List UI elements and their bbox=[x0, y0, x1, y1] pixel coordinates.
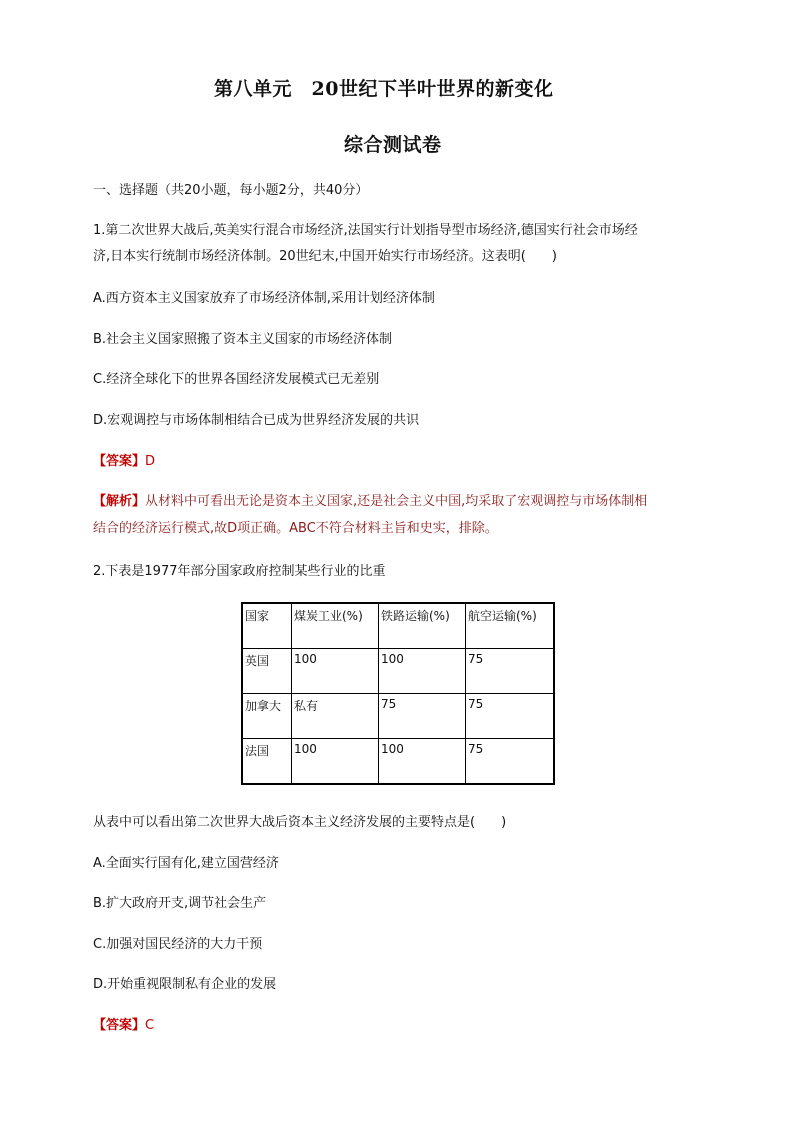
analysis-label: 【解析】 bbox=[93, 494, 146, 509]
table-cell: 100 bbox=[292, 739, 379, 785]
q1-stem-line2: 济,日本实行统制市场经济体制。20世纪末,中国开始实行市场经济。这表明( ) bbox=[93, 249, 557, 264]
table-row bbox=[242, 694, 554, 739]
table-row bbox=[242, 649, 554, 694]
table-cell: 75 bbox=[466, 694, 555, 739]
q1-analysis-line1 bbox=[93, 492, 647, 512]
q1-answer bbox=[93, 452, 155, 472]
table-header-row bbox=[242, 603, 554, 649]
table-cell: 75 bbox=[466, 649, 555, 694]
table-cell: 75 bbox=[466, 739, 555, 785]
table-cell: 100 bbox=[379, 649, 466, 694]
q2-question: 从表中可以看出第二次世界大战后资本主义经济发展的主要特点是( ) bbox=[93, 815, 507, 830]
table-header-cell: 铁路运输(%) bbox=[379, 603, 466, 649]
answer-label: 【答案】 bbox=[93, 1018, 146, 1033]
q1-analysis-line2: 结合的经济运行模式,故D项正确。ABC不符合材料主旨和史实，排除。 bbox=[93, 521, 498, 536]
table-cell: 私有 bbox=[292, 694, 379, 739]
q1-option-a: A.西方资本主义国家放弃了市场经济体制,采用计划经济体制 bbox=[93, 291, 435, 306]
table-cell: 100 bbox=[292, 649, 379, 694]
doc-subtitle: 综合测试卷 bbox=[344, 134, 442, 156]
section-heading: 一、选择题（共20小题，每小题2分，共40分） bbox=[93, 183, 369, 198]
table-header-cell: 煤炭工业(%) bbox=[292, 603, 379, 649]
q1-option-b: B.社会主义国家照搬了资本主义国家的市场经济体制 bbox=[93, 332, 393, 347]
q2-option-d: D.开始重视限制私有企业的发展 bbox=[93, 977, 277, 992]
table-header-cell: 国家 bbox=[242, 603, 292, 649]
data-table bbox=[241, 602, 555, 785]
table-header-cell: 航空运输(%) bbox=[466, 603, 555, 649]
table-cell: 法国 bbox=[242, 739, 292, 785]
q2-stem: 2.下表是1977年部分国家政府控制某些行业的比重 bbox=[93, 564, 386, 579]
answer-value: C bbox=[145, 1018, 155, 1033]
table-cell: 75 bbox=[379, 694, 466, 739]
answer-value: D bbox=[145, 454, 156, 469]
q1-option-c: C.经济全球化下的世界各国经济发展模式已无差别 bbox=[93, 372, 380, 387]
table-cell: 100 bbox=[379, 739, 466, 785]
q2-option-c: C.加强对国民经济的大力干预 bbox=[93, 937, 263, 952]
table-cell: 加拿大 bbox=[242, 694, 292, 739]
q2-option-b: B.扩大政府开支,调节社会生产 bbox=[93, 896, 267, 911]
q1-stem-line1: 1.第二次世界大战后,英美实行混合市场经济,法国实行计划指导型市场经济,德国实行社会市场经 bbox=[93, 223, 638, 238]
table-row bbox=[242, 739, 554, 785]
q2-answer bbox=[93, 1016, 154, 1036]
doc-title: 第八单元 20世纪下半叶世界的新变化 bbox=[214, 78, 554, 100]
q1-option-d: D.宏观调控与市场体制相结合已成为世界经济发展的共识 bbox=[93, 413, 420, 428]
table-cell: 英国 bbox=[242, 649, 292, 694]
q2-option-a: A.全面实行国有化,建立国营经济 bbox=[93, 856, 279, 871]
analysis-text: 从材料中可看出无论是资本主义国家,还是社会主义中国,均采取了宏观调控与市场体制相 bbox=[145, 494, 648, 509]
answer-label: 【答案】 bbox=[93, 454, 146, 469]
